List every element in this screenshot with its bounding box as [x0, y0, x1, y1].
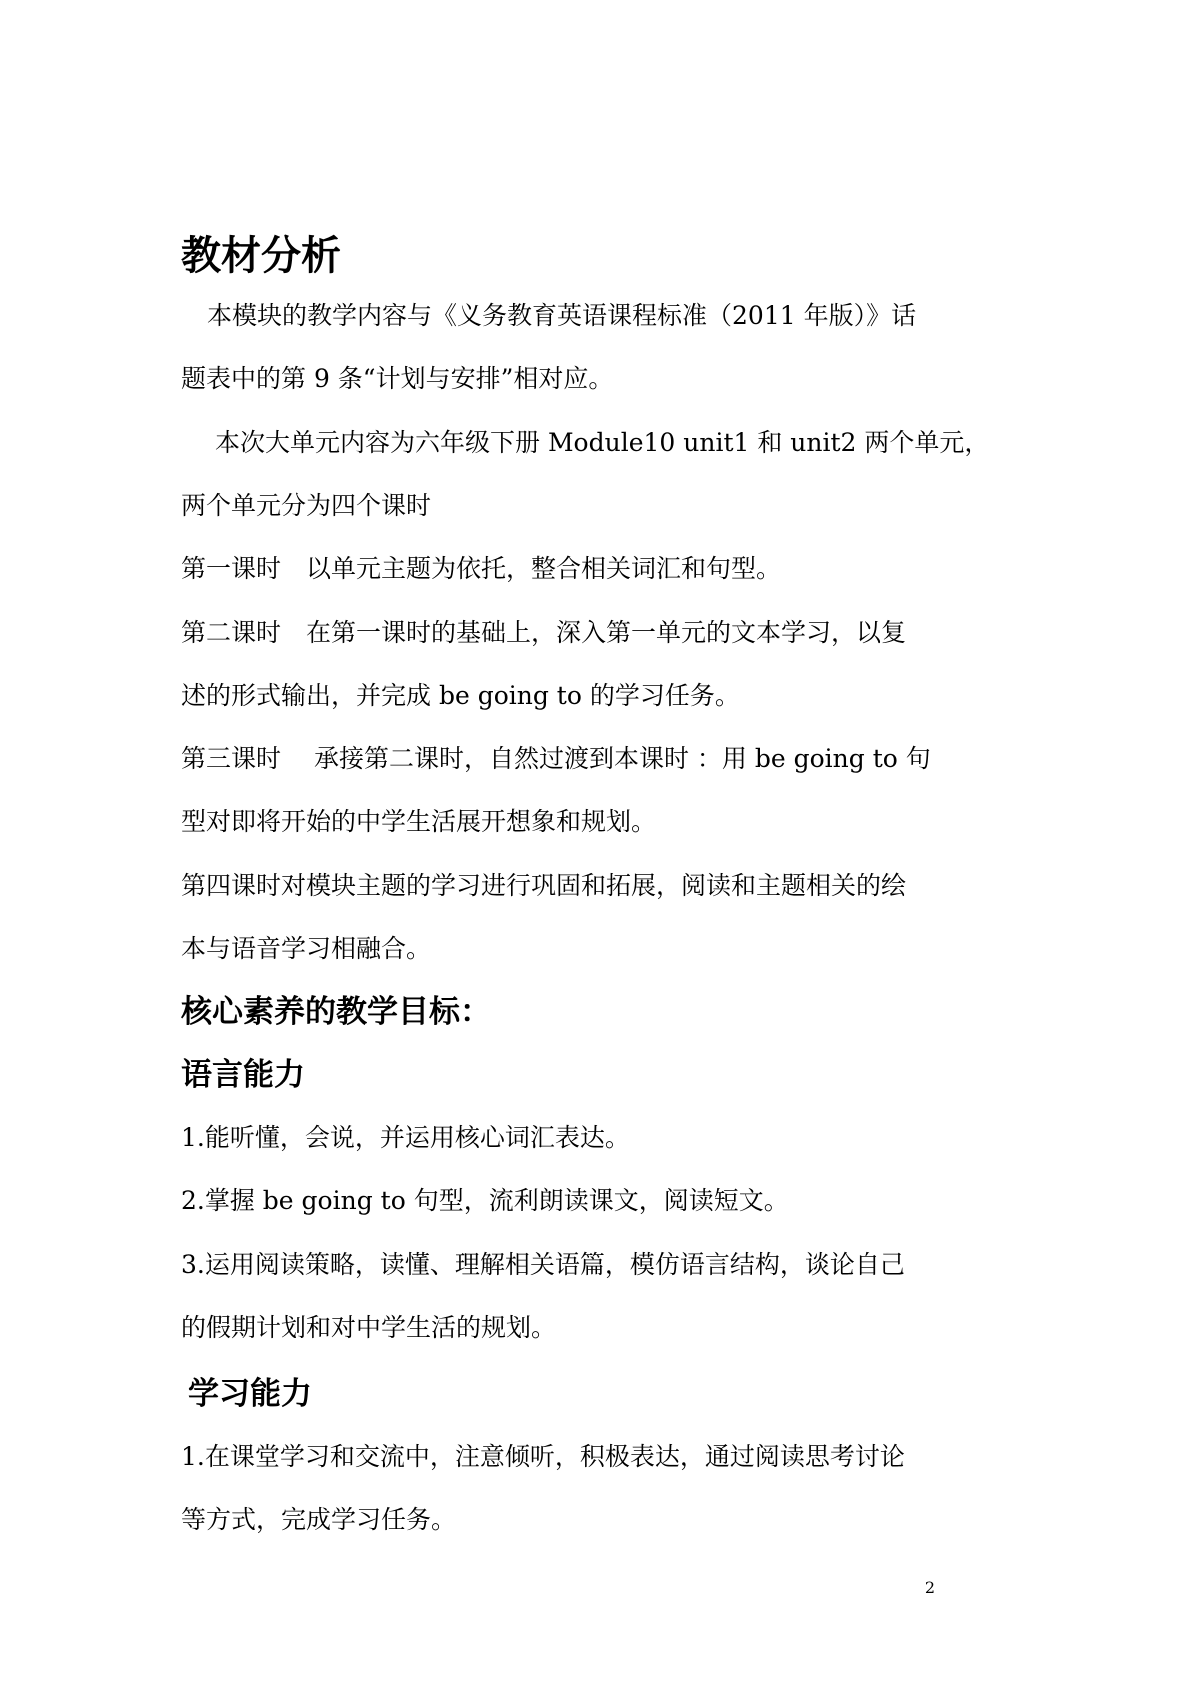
- page-number: 2: [924, 1578, 935, 1597]
- language-item-3-line-2: 的假期计划和对中学生活的规划。: [181, 1313, 557, 1342]
- heading-core-literacy-goals: 核心素养的教学目标：: [181, 994, 491, 1030]
- paragraph-2-line-2: 两个单元分为四个课时: [181, 491, 432, 520]
- heading-learning-ability: 学习能力: [188, 1376, 312, 1412]
- language-item-3-line-1: 3.运用阅读策略，读懂、理解相关语篇，模仿语言结构，谈论自己: [181, 1250, 905, 1279]
- learning-item-1-line-1: 1.在课堂学习和交流中，注意倾听，积极表达，通过阅读思考讨论: [181, 1442, 905, 1471]
- paragraph-1-line-2: 题表中的第 9 条“计划与安排”相对应。: [181, 364, 614, 393]
- lesson-2-line-1: 第二课时 在第一课时的基础上，深入第一单元的文本学习，以复: [181, 618, 907, 647]
- language-item-2: 2.掌握 be going to 句型，流利朗读课文，阅读短文。: [181, 1186, 789, 1215]
- lesson-3-line-2: 型对即将开始的中学生活展开想象和规划。: [181, 807, 657, 836]
- learning-item-1-line-2: 等方式，完成学习任务。: [181, 1505, 457, 1534]
- heading-language-ability: 语言能力: [181, 1057, 305, 1093]
- lesson-4-line-2: 本与语音学习相融合。: [181, 934, 432, 963]
- lesson-3-line-1: 第三课时 承接第二课时，自然过渡到本课时 ：用 be going to 句: [181, 744, 931, 773]
- paragraph-2-line-1: 本次大单元内容为六年级下册 Module10 unit1 和 unit2 两个单元，: [215, 428, 990, 457]
- lesson-2-line-2: 述的形式输出，并完成 be going to 的学习任务。: [181, 681, 740, 710]
- paragraph-1-line-1: 本模块的教学内容与《义务教育英语课程标准（2011 年版）》话: [207, 301, 917, 330]
- lesson-4-line-1: 第四课时对模块主题的学习进行巩固和拓展，阅读和主题相关的绘: [181, 871, 907, 900]
- language-item-1: 1.能听懂，会说，并运用核心词汇表达。: [181, 1123, 630, 1152]
- heading-textbook-analysis: 教材分析: [181, 233, 341, 279]
- lesson-1-text: 第一课时 以单元主题为依托，整合相关词汇和句型。: [181, 554, 782, 583]
